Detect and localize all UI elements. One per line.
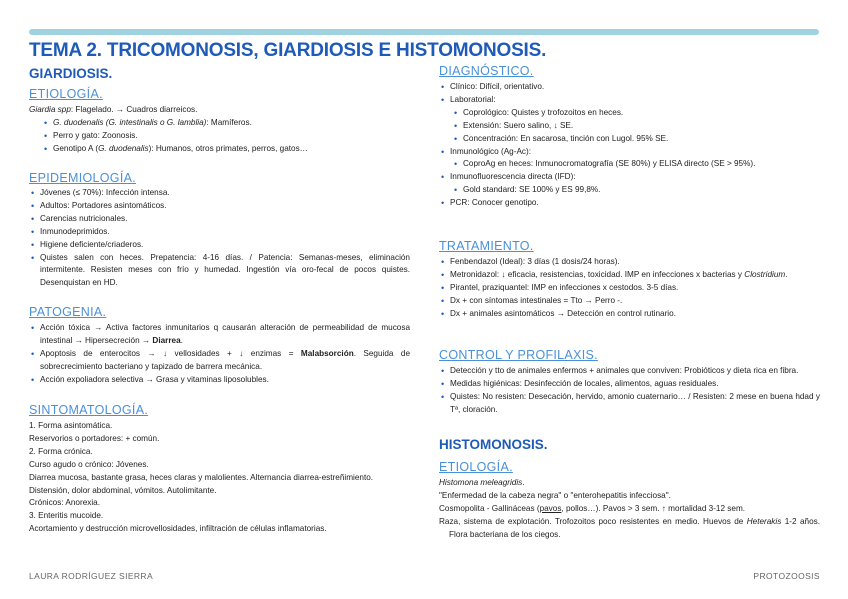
list-item: • Jóvenes (≤ 70%): Infección intensa. [29,187,410,200]
sintomatologia-list [29,420,410,536]
sub-list-item: • Gold standard: SE 100% y ES 99,8%. [439,184,820,197]
list-item: • Acción expoliadora selectiva → Grasa y vitaminas liposolubles. [29,374,410,387]
patogenia-text: Acción tóxica → Activa factores inmunitarios q causarán alteración de permeabilidad de mucosa intestinal → Hipersecreción → [40,323,410,345]
list-item: 2. Forma crónica. [29,446,93,456]
pavos-term: pavos [539,503,562,513]
patogenia-heading: PATOGENIA. [29,305,107,319]
diagnostico-list [439,81,820,210]
list-item: • Detección y tto de animales enfermos + animales que conviven: Probióticos y dieta rica en fibra. [439,365,820,378]
top-accent-bar [29,29,819,35]
tratamiento-text: . [785,269,788,279]
histomona-name: Histomona meleagridis [439,478,523,487]
etiologia-block [29,104,410,156]
list-item: • Quistes salen con heces. Prepatencia: 4-16 días. / Patencia: Semanas-meses, eliminación intermitente. Resisten meses con frío y humedad. Ingestión vía oro-fecal de pocos quistes. Desenquistan en HD. [29,252,410,291]
etiologia-item-text: Genotipo A ( [53,143,99,153]
epidemiologia-list [29,187,410,290]
giardiosis-heading: GIARDIOSIS. [29,66,113,81]
list-item: 1. Forma asintomática. [29,421,113,430]
list-item: Distensión, dolor abdominal, vómitos. Autolimitante. [29,485,217,495]
cosmo-text: , pollos…). Pavos > 3 sem. ↑ mortalidad 3-12 sem. [561,503,746,513]
footer-author: LAURA RODRÍGUEZ SIERRA [29,571,154,581]
sub-list-item: • Concentración: En sacarosa, tinción con Lugol. 95% SE. [439,133,820,146]
etiologia-intro-text: : Flagelado. → Cuadros diarreicos. [70,105,198,114]
list-item: • Medidas higiénicas: Desinfección de locales, alimentos, aguas residuales. [439,378,820,391]
etiologia-item: • Perro y gato: Zoonosis. [29,130,410,143]
histomonosis-heading: HISTOMONOSIS. [439,437,548,452]
diarrea-term: Diarrea [152,335,181,345]
list-item: • Dx + con síntomas intestinales = Tto → Perro -. [439,295,820,308]
etiologia-intro [29,104,410,117]
etiologia-item [29,143,410,156]
list-item [439,269,820,282]
species-line [439,477,820,490]
list-item: • Adultos: Portadores asintomáticos. [29,200,410,213]
tratamiento-list [439,256,820,321]
diagnostico-heading: DIAGNÓSTICO. [439,64,534,78]
sub-list-item: • Coprológico: Quistes y trofozoitos en heces. [439,107,820,120]
list-item [29,348,410,374]
list-item: Curso agudo o crónico: Jóvenes. [29,459,149,469]
list-item: • Inmunológico (Ag-Ac): [439,146,820,159]
species-period: . [522,478,525,487]
raza-text: 1-2 años. Flora bacteriana de los ciegos. [449,516,820,539]
sub-list-item: • Extensión: Suero salino, ↓ SE. [439,120,820,133]
etiologia-item [29,117,410,130]
footer-subject: PROTOZOOSIS [753,571,820,581]
cosmopolita-line [439,503,820,516]
list-item: Crónicos: Anorexia. [29,498,100,508]
etiologia-item-text: ): Humanos, otros primates, perros, gatos… [148,143,308,153]
list-item: Diarrea mucosa, bastante grasa, heces claras y malolientes. Alternancia diarrea-estreñimiento. [29,472,374,482]
patogenia-list [29,322,410,387]
list-item: • Fenbendazol (Ideal): 3 días (1 dosis/24 horas). [439,256,820,269]
control-list [439,365,820,417]
tratamiento-heading: TRATAMIENTO. [439,239,534,253]
raza-line [439,516,820,542]
list-item: • Clínico: Difícil, orientativo. [439,81,820,94]
etiologia-item-text: : Mamíferos. [206,117,252,127]
page-title: TEMA 2. TRICOMONOSIS, GIARDIOSIS E HISTOMONOSIS. [29,40,547,61]
malabsorcion-term: Malabsorción [300,348,354,358]
list-item: • Inmunodeprimidos. [29,226,410,239]
sintomatologia-heading: SINTOMATOLOGÍA. [29,403,149,417]
duodenalis-name: G. duodenalis [98,143,149,153]
cosmo-text: Cosmopolita - Gallináceas ( [439,503,540,513]
etiologia2-heading: ETIOLOGÍA. [439,460,513,474]
list-item: • Higiene deficiente/criaderos. [29,239,410,252]
sub-list-item: • CoproAg en heces: Inmunocromatografía (SE 80%) y ELISA directo (SE > 95%). [439,158,820,171]
etiologia2-block [439,477,820,542]
list-item: Reservorios o portadores: + común. [29,433,160,443]
list-item: • Quistes: No resisten: Desecación, hervido, amonio cuaternario… / Resisten: 2 mese en buena hdad y Tª, cloración. [439,391,820,417]
patogenia-text: . Seguida de sobrecrecimiento bacteriano y tapizado de barrera mecánica. [40,348,410,371]
control-heading: CONTROL Y PROFILAXIS. [439,348,598,362]
list-item: • Laboratorial: [439,94,820,107]
patogenia-text: Apoptosis de enterocitos → ↓ vellosidades + ↓ enzimas = [40,348,301,358]
patogenia-text: . [180,335,183,345]
list-item: Acortamiento y destrucción microvellosidades, infiltración de células inflamatorias. [29,524,327,534]
epidemiologia-heading: EPIDEMIOLOGÍA. [29,171,137,185]
list-item: • Carencias nutricionales. [29,213,410,226]
etiologia-heading: ETIOLOGÍA. [29,87,103,101]
raza-text: Raza, sistema de explotación. Trofozoitos poco resistentes en medio. Huevos de [439,516,747,526]
list-item: • Inmunofluorescencia directa (IFD): [439,171,820,184]
heterakis-name: Heterakis [746,516,782,526]
list-item: 3. Enteritis mucoide. [29,511,104,521]
list-item: • Dx + animales asintomáticos → Detección en control rutinario. [439,308,820,321]
list-item: • PCR: Conocer genotipo. [439,197,820,210]
giardia-species: Giardia spp [29,105,71,114]
tratamiento-text: Metronidazol: ↓ eficacia, resistencias, toxicidad. IMP en infecciones x bacterias y [450,269,745,279]
list-item: • Pirantel, praziquantel: IMP en infecciones x cestodos. 3-5 días. [439,282,820,295]
duodenalis-names: G. duodenalis (G. intestinalis o G. lamblia) [53,117,207,127]
list-item [29,322,410,348]
clostridium-name: Clostridium [744,269,786,279]
quote-line: "Enfermedad de la cabeza negra" o "enterohepatitis infecciosa". [439,490,671,500]
